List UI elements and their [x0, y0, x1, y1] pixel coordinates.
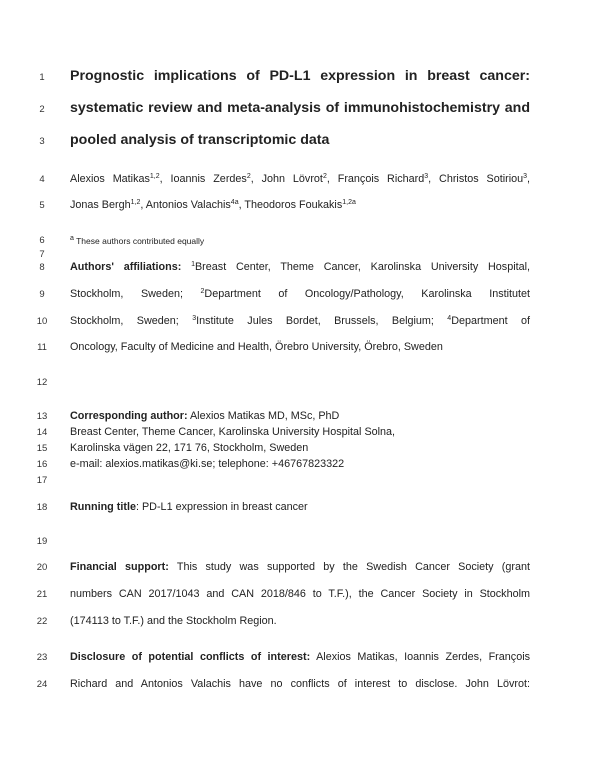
- title-line-3: pooled analysis of transcriptomic data: [70, 132, 330, 148]
- affiliation-text: Stockholm, Sweden;: [70, 288, 183, 300]
- line-number: 2: [39, 104, 45, 115]
- line-number: 7: [39, 249, 45, 260]
- financial-support-line-1: [70, 561, 530, 574]
- affiliations-line-1: [70, 261, 530, 274]
- author-name: Antonios Valachis: [145, 199, 231, 211]
- corresponding-address-2: Karolinska vägen 22, 171 76, Stockholm, Sweden: [70, 442, 309, 454]
- line-number: 4: [39, 174, 45, 185]
- financial-support-line-3: (174113 to T.F.) and the Stockholm Region.: [70, 615, 277, 627]
- running-title-text: : PD-L1 expression in breast cancer: [135, 501, 308, 513]
- author-affiliation: 3: [523, 173, 528, 180]
- financial-text: This study was supported by the Swedish Cancer Society (grant: [168, 561, 530, 573]
- line-number: 1: [39, 72, 45, 83]
- equal-contribution-note: [70, 235, 530, 248]
- affiliation-text: Breast Center, Theme Cancer, Karolinska University Hospital,: [194, 261, 530, 273]
- affiliation-marker: 2: [200, 288, 205, 295]
- author-name: François Richard: [337, 173, 425, 185]
- affiliation-text: Department of Oncology/Pathology, Karolinska Institutet: [204, 288, 531, 300]
- author-list-line-2: Jonas Bergh$^{1,2}$, Antonios Valachis$^{4a}$, Theodoros Foukakis$^{1,2a}$: [70, 199, 356, 211]
- author-affiliation: 2: [246, 173, 251, 180]
- author-affiliation: 1,2a: [342, 199, 356, 206]
- corresponding-contact: e-mail: alexios.matikas@ki.se; telephone: +46767823322: [70, 458, 345, 470]
- note-marker: a: [70, 235, 74, 242]
- corresponding-address-1: Breast Center, Theme Cancer, Karolinska University Hospital Solna,: [70, 426, 396, 438]
- affiliations-line-4: Oncology, Faculty of Medicine and Health, Örebro University, Örebro, Sweden: [70, 341, 443, 353]
- line-number: 6: [39, 235, 45, 246]
- author-name: Ioannis Zerdes: [170, 173, 247, 185]
- running-title-label: Running title: [70, 501, 136, 513]
- line-number: 8: [39, 262, 45, 273]
- line-number: 11: [37, 342, 47, 353]
- running-title: [70, 501, 530, 514]
- note-text: These authors contributed equally: [73, 236, 205, 246]
- author-name: Theodoros Foukakis: [244, 199, 343, 211]
- author-name: Christos Sotiriou: [439, 173, 524, 185]
- disclosure-line-1: [70, 651, 530, 664]
- line-number: 10: [36, 316, 48, 327]
- affiliation-marker: 1: [191, 261, 195, 268]
- line-number: 12: [36, 377, 48, 388]
- line-number: 14: [36, 427, 48, 438]
- line-number: 16: [36, 459, 48, 470]
- title-line-2: systematic review and meta-analysis of immunohistochemistry and: [70, 100, 530, 116]
- line-number: 19: [36, 536, 48, 547]
- line-number: 13: [36, 411, 48, 422]
- author-name: Jonas Bergh: [70, 199, 131, 211]
- financial-support-line-2: numbers CAN 2017/1043 and CAN 2018/846 to T.F.), the Cancer Society in Stockholm: [70, 588, 530, 600]
- affiliation-text: Institute Jules Bordet, Brussels, Belgium;: [196, 315, 434, 327]
- line-number: 24: [36, 679, 48, 690]
- author-affiliation: 1,2: [130, 199, 141, 206]
- author-affiliation: 2: [322, 173, 327, 180]
- author-affiliation: 4a: [230, 199, 239, 206]
- line-number: 23: [36, 652, 48, 663]
- line-number: 21: [36, 589, 48, 600]
- affiliation-marker: 4: [447, 315, 452, 322]
- author-name: John Lövrot: [261, 173, 323, 185]
- line-number: 3: [39, 136, 45, 147]
- line-number: 15: [36, 443, 48, 454]
- line-number: 22: [36, 616, 48, 627]
- affiliations-label: Authors' affiliations:: [70, 261, 182, 273]
- line-number: 5: [39, 200, 45, 211]
- disclosure-text: Alexios Matikas, Ioannis Zerdes, François: [310, 651, 530, 663]
- line-number: 20: [36, 562, 48, 573]
- author-affiliation: 3: [424, 173, 429, 180]
- title-line-1: Prognostic implications of PD-L1 expression in breast cancer:: [70, 68, 530, 84]
- line-number: 9: [39, 289, 45, 300]
- author-list-line-1: Alexios Matikas$^{1,2}$, Ioannis Zerdes$^2$, John Lövrot$^2$, François Richard$^3$, Christos Sotiriou$^3$,: [70, 173, 531, 185]
- disclosure-label: Disclosure of potential conflicts of interest:: [70, 651, 311, 663]
- author-name: Alexios Matikas: [70, 173, 150, 185]
- corresponding-author: [70, 410, 530, 423]
- affiliations-line-2: [70, 288, 530, 301]
- financial-label: Financial support:: [70, 561, 169, 573]
- affiliation-text: Department of: [451, 315, 531, 327]
- line-number: 17: [36, 475, 48, 486]
- affiliation-marker: 3: [192, 315, 197, 322]
- affiliation-text: Stockholm, Sweden;: [70, 315, 179, 327]
- disclosure-line-2: Richard and Antonios Valachis have no conflicts of interest to disclose. John Lövrot:: [70, 678, 530, 690]
- line-number: 18: [36, 502, 48, 513]
- corresponding-name: Alexios Matikas MD, MSc, PhD: [187, 410, 340, 422]
- author-affiliation: 1,2: [149, 173, 160, 180]
- affiliations-line-3: [70, 315, 530, 328]
- corresponding-label: Corresponding author:: [70, 410, 188, 422]
